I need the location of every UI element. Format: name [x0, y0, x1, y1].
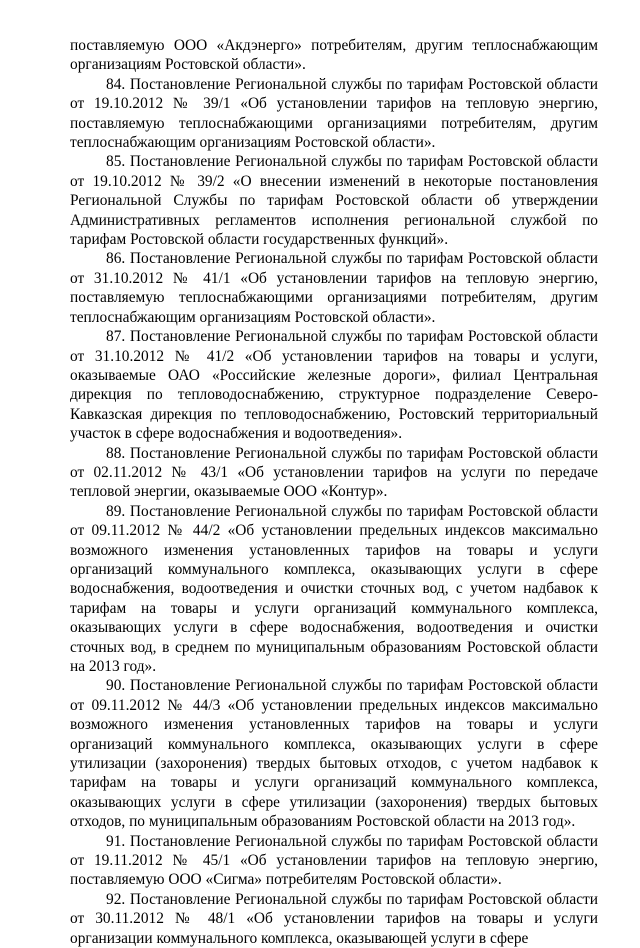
paragraph-item-90: 90. Постановление Региональной службы по тарифам Ростовской области от 09.11.2012 № 44/3 «Об установлении предельных индексов максимально возможного изменения установленных тарифов на товары и услуги организаций коммунального комплекса, оказывающих услуги в сфере утилизации (захоронения) твердых бытовых отходов, с учетом надбавок к тарифам на товары и услуги организаций коммунального комплекса, оказывающих услуги в сфере утилизации (захоронения) твердых бытовых отходов, по муниципальным образованиям Ростовской области на 2013 год».	[70, 677, 598, 831]
paragraph-item-89: 89. Постановление Региональной службы по тарифам Ростовской области от 09.11.2012 № 44/2 «Об установлении предельных индексов максимально возможного изменения установленных тарифов на товары и услуги организаций коммунального комплекса, оказывающих услуги в сфере водоснабжения, водоотведения и очистки сточных вод, с учетом надбавок к тарифам на товары и услуги организаций коммунального комплекса, оказывающих услуги в сфере водоснабжения, водоотведения и очистки сточных вод, в среднем по муниципальным образованиям Ростовской области на 2013 год».	[70, 502, 598, 675]
paragraph-item-86: 86. Постановление Региональной службы по тарифам Ростовской области от 31.10.2012 № 41/1 «Об установлении тарифов на тепловую энергию, поставляемую теплоснабжающими организациями потребителям, другим теплоснабжающим организациям Ростовской области».	[70, 250, 598, 326]
paragraph-item-84: 84. Постановление Региональной службы по тарифам Ростовской области от 19.10.2012 № 39/1 «Об установлении тарифов на тепловую энергию, поставляемую теплоснабжающими организациями потребителям, другим теплоснабжающим организациям Ростовской области».	[70, 75, 598, 152]
paragraph-item-85: 85. Постановление Региональной службы по тарифам Ростовской области от 19.10.2012 № 39/2 «О внесении изменений в некоторые постановления Региональной Службы по тарифам Ростовской области об утверждении Административных регламентов исполнения региональной службой по тарифам Ростовской области государственных функций».	[70, 153, 598, 249]
paragraph-continuation: поставляемую ООО «Акдэнерго» потребителям, другим теплоснабжающим организациям Ростовской области».	[70, 37, 598, 74]
paragraph-item-88: 88. Постановление Региональной службы по тарифам Ростовской области от 02.11.2012 № 43/1 «Об установлении тарифов на услуги по передаче тепловой энергии, оказываемые ООО «Контур».	[70, 444, 598, 501]
paragraph-item-91: 91. Постановление Региональной службы по тарифам Ростовской области от 19.11.2012 № 45/1 «Об установлении тарифов на тепловую энергию, поставляемую ООО «Сигма» потребителям Ростовской области».	[70, 832, 598, 889]
paragraph-item-92: 92. Постановление Региональной службы по тарифам Ростовской области от 30.11.2012 № 48/1 «Об установлении тарифов на товары и услуги организации коммунального комплекса, оказывающей услуги в сфере	[70, 890, 598, 947]
paragraph-item-87: 87. Постановление Региональной службы по тарифам Ростовской области от 31.10.2012 № 41/2 «Об установлении тарифов на товары и услуги, оказываемые ОАО «Российские железные дороги», филиал Центральная дирекция по тепловодоснабжению, структурное подразделение Северо-Кавказская дирекция по тепловодоснабжению, Ростовский территориальный участок в сфере водоснабжения и водоотведения».	[70, 328, 598, 443]
document-page	[70, 36, 598, 948]
